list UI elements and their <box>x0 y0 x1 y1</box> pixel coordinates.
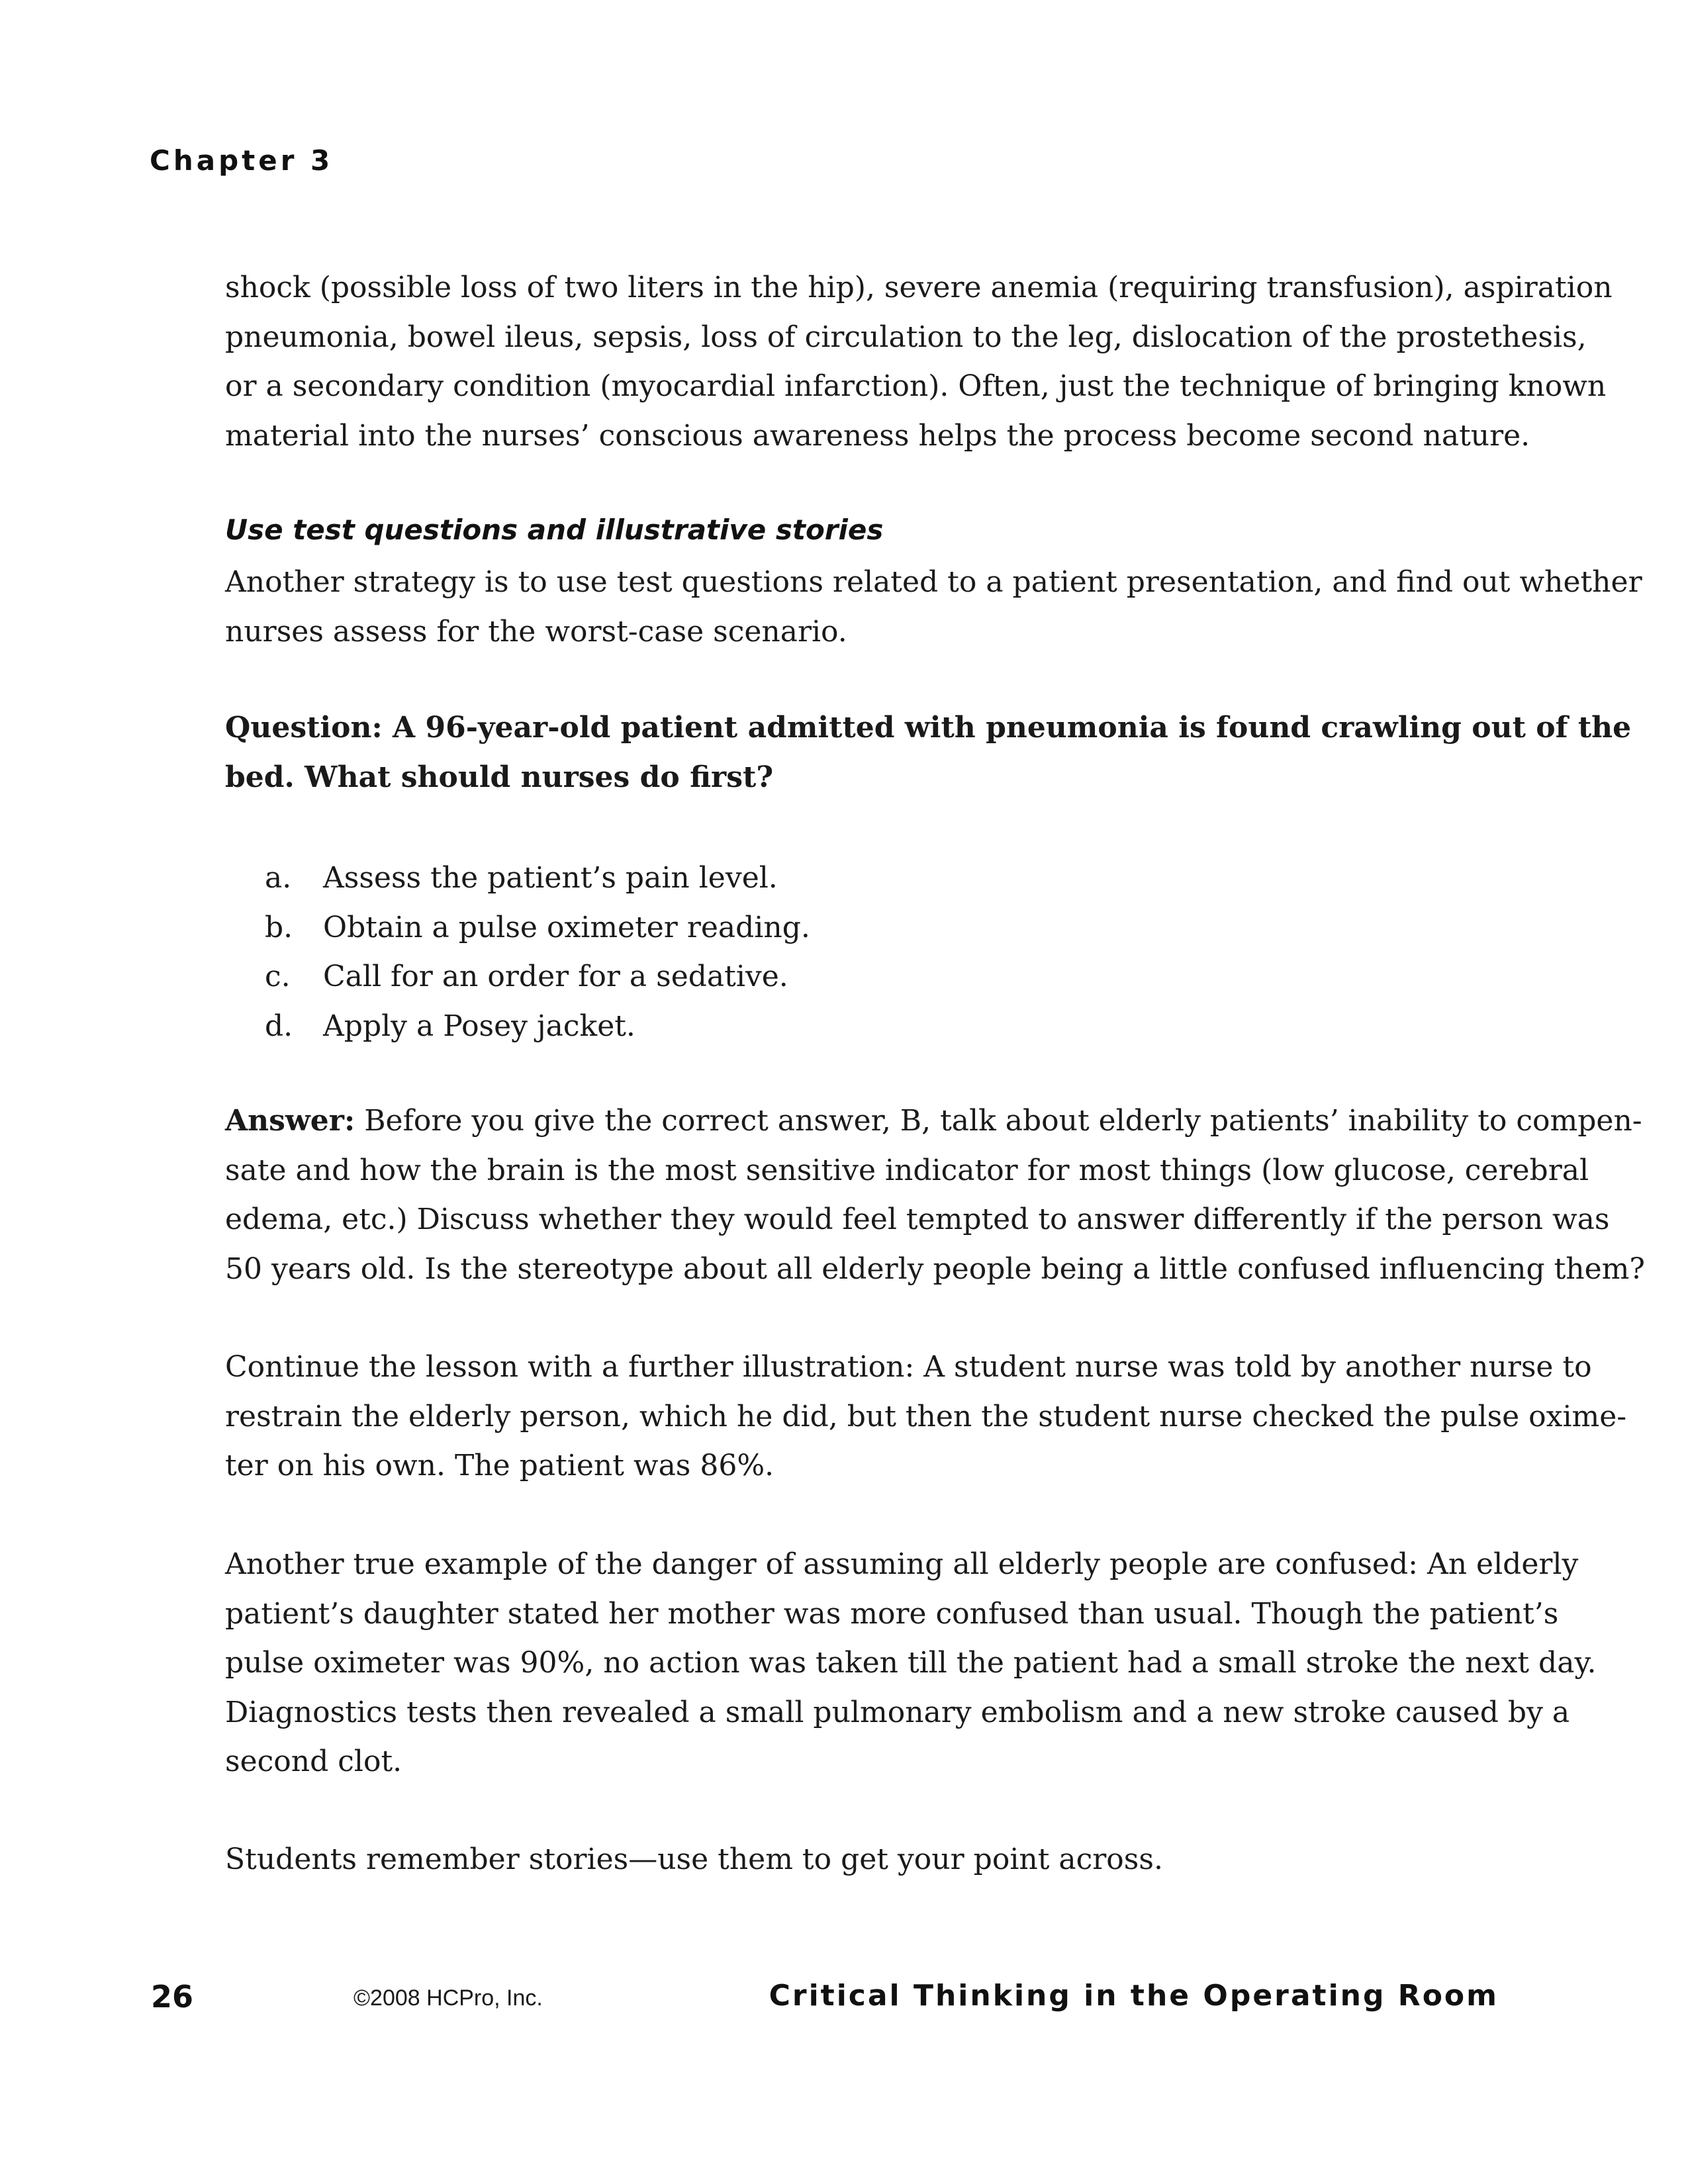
paragraph-line: sate and how the brain is the most sensitive indicator for most things (low glucose, cerebral <box>225 1153 1589 1187</box>
section-heading: Use test questions and illustrative stories <box>225 514 884 546</box>
paragraph-line: 50 years old. Is the stereotype about all elderly people being a little confused influencing them? <box>225 1251 1645 1286</box>
paragraph-line: Continue the lesson with a further illustration: A student nurse was told by another nurse to <box>225 1350 1592 1384</box>
question-line: Question: A 96-year-old patient admitted with pneumonia is found crawling out of the <box>225 711 1632 745</box>
option-text: Assess the patient’s pain level. <box>323 861 778 895</box>
option-text: Obtain a pulse oximeter reading. <box>323 910 810 944</box>
answer-label: Answer: <box>225 1104 355 1138</box>
paragraph-line: second clot. <box>225 1745 402 1778</box>
answer-paragraph <box>225 1097 1645 1294</box>
paragraph-line: ter on his own. The patient was 86%. <box>225 1449 774 1482</box>
answer-first-line <box>225 1097 1642 1146</box>
option-letter: d. <box>265 1009 293 1043</box>
option-text: Call for an order for a sedative. <box>323 960 788 993</box>
option-a <box>265 854 810 903</box>
intro-paragraph <box>225 263 1613 461</box>
paragraph-line: edema, etc.) Discuss whether they would feel tempted to answer differently if the person was <box>225 1203 1610 1236</box>
page-number: 26 <box>151 1979 194 2015</box>
copyright: ©2008 HCPro, Inc. <box>353 1985 543 2011</box>
option-d <box>265 1002 810 1052</box>
paragraph-line: patient’s daughter stated her mother was more confused than usual. Though the patient’s <box>225 1596 1559 1631</box>
paragraph-line: restrain the elderly person, which he did, but then the student nurse checked the pulse oxime- <box>225 1399 1627 1433</box>
answer-text: Before you give the correct answer, B, talk about elderly patients’ inability to compen- <box>355 1104 1642 1138</box>
paragraph-line: pneumonia, bowel ileus, sepsis, loss of circulation to the leg, dislocation of the prostethesis, <box>225 320 1587 354</box>
paragraph-line: or a secondary condition (myocardial infarction). Often, just the technique of bringing known <box>225 369 1607 403</box>
paragraph-line: nurses assess for the worst-case scenario. <box>225 614 847 649</box>
paragraph-line: Another strategy is to use test questions related to a patient presentation, and find out whether <box>225 565 1642 599</box>
option-c <box>265 952 810 1002</box>
paragraph-line: material into the nurses’ conscious awareness helps the process become second nature. <box>225 418 1530 453</box>
paragraph-line: Students remember stories—use them to get your point across. <box>225 1843 1163 1876</box>
question-block <box>225 704 1632 802</box>
paragraph-line: Diagnostics tests then revealed a small pulmonary embolism and a new stroke caused by a <box>225 1695 1570 1729</box>
example-paragraph <box>225 1540 1597 1787</box>
illustration-paragraph <box>225 1343 1627 1491</box>
answer-options <box>265 854 810 1051</box>
closing-paragraph <box>225 1835 1483 1885</box>
option-text: Apply a Posey jacket. <box>323 1009 635 1043</box>
option-b <box>265 903 810 953</box>
paragraph-line: Another true example of the danger of assuming all elderly people are confused: An elderly <box>225 1547 1579 1581</box>
option-letter: b. <box>265 910 293 944</box>
question-line: bed. What should nurses do first? <box>225 760 774 794</box>
paragraph-line: pulse oximeter was 90%, no action was taken till the patient had a small stroke the next day. <box>225 1646 1597 1680</box>
option-letter: a. <box>265 861 292 895</box>
chapter-header: Chapter 3 <box>150 144 334 177</box>
book-title: Critical Thinking in the Operating Room <box>769 1979 1499 2013</box>
section-paragraph <box>225 558 1642 657</box>
option-letter: c. <box>265 960 291 993</box>
paragraph-line: shock (possible loss of two liters in the hip), severe anemia (requiring transfusion), aspiration <box>225 271 1613 304</box>
